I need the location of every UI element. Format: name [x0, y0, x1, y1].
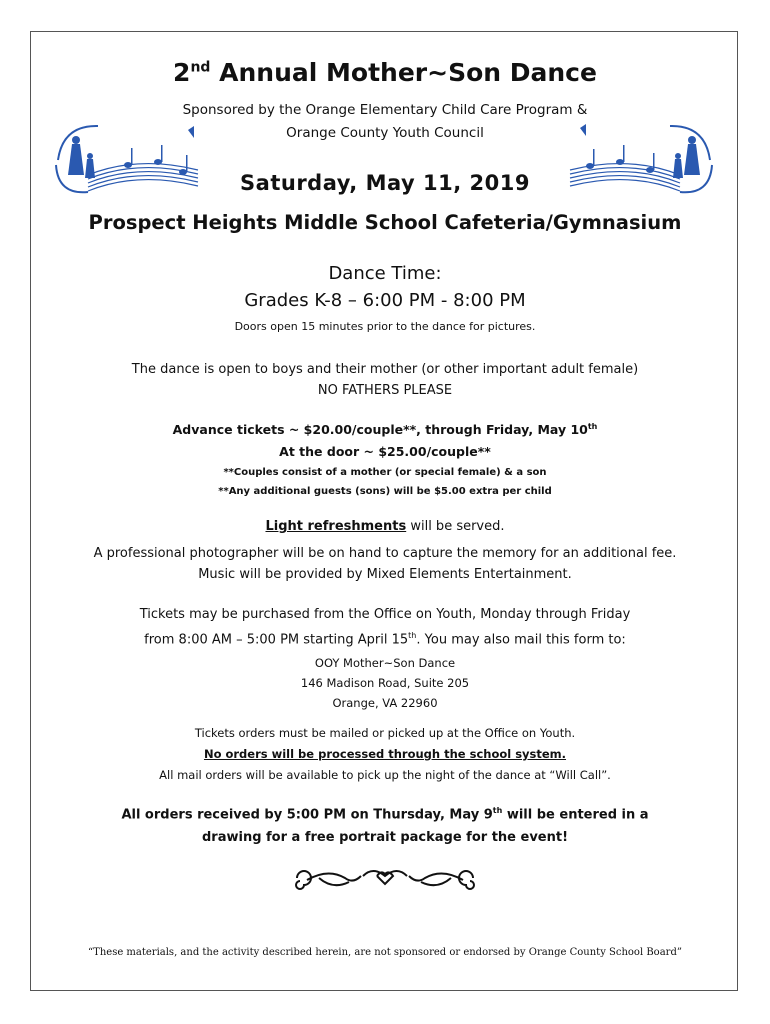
- mail-line-2: [0, 744, 770, 765]
- event-date: Saturday, May 11, 2019: [240, 171, 530, 195]
- sponsor-line-2: Orange County Youth Council: [286, 125, 484, 141]
- advance-tickets: [0, 422, 770, 437]
- eligibility-block: [0, 359, 770, 401]
- eligibility-line-2: NO FATHERS PLEASE: [317, 383, 453, 398]
- purchase-line-2: [0, 625, 770, 650]
- purchase-line-2a: from 8:00 AM – 5:00 PM starting April 15: [144, 632, 409, 648]
- refreshments-link: Light refreshments: [265, 519, 407, 534]
- drawing-line-2: drawing for a free portrait package for the event!: [201, 830, 569, 846]
- music-line: Music will be provided by Mixed Elements Entertainment.: [198, 567, 572, 582]
- drawing-line-1a: All orders received by 5:00 PM on Thursday, May 9: [121, 807, 493, 823]
- mail-line-1: Tickets orders must be mailed or picked up at the Office on Youth.: [194, 726, 576, 740]
- refreshments-rest: will be served.: [406, 519, 505, 534]
- dance-time-label: Dance Time:: [328, 263, 442, 284]
- advance-tickets-sup: th: [587, 422, 598, 431]
- flourish-ornament-icon: [283, 862, 487, 894]
- mail-line-3: All mail orders will be available to pick up the night of the dance at “Will Call”.: [159, 768, 611, 782]
- door-tickets: At the door ~ $25.00/couple**: [279, 444, 491, 459]
- refreshments-line: [0, 519, 770, 534]
- mailing-address: [0, 653, 770, 713]
- event-venue: Prospect Heights Middle School Cafeteria/Gymnasium: [88, 211, 682, 234]
- no-school-orders-note: No orders will be processed through the school system.: [203, 747, 567, 761]
- title-ordinal-suffix: nd: [190, 59, 211, 76]
- purchase-line-2-sup: th: [408, 631, 417, 640]
- sponsor-block: [0, 99, 770, 145]
- couples-note: **Couples consist of a mother (or special female) & a son: [223, 467, 547, 478]
- dance-time-grades: Grades K-8 – 6:00 PM - 8:00 PM: [244, 290, 526, 311]
- title-ordinal: 2: [173, 58, 191, 87]
- drawing-block: [0, 799, 770, 849]
- doors-note: Doors open 15 minutes prior to the dance for pictures.: [234, 320, 536, 333]
- eligibility-line-1: The dance is open to boys and their mother (or other important adult female): [131, 362, 639, 377]
- address-line-1: OOY Mother~Son Dance: [314, 656, 456, 670]
- purchase-block: [0, 604, 770, 650]
- guests-note: **Any additional guests (sons) will be $5.00 extra per child: [218, 486, 552, 497]
- drawing-line-1-sup: th: [492, 806, 503, 815]
- extras-block: [0, 543, 770, 585]
- page-title: [0, 58, 770, 87]
- address-line-2: 146 Madison Road, Suite 205: [300, 676, 470, 690]
- address-line-3: Orange, VA 22960: [332, 696, 438, 710]
- sponsor-line-1: Sponsored by the Orange Elementary Child Care Program &: [182, 102, 588, 118]
- drawing-line-1b: will be entered in a: [502, 807, 649, 823]
- purchase-line-2b: . You may also mail this form to:: [416, 632, 626, 648]
- disclaimer-footer: “These materials, and the activity described herein, are not sponsored or endorsed by Orange County School Board”: [88, 947, 682, 958]
- purchase-line-1: Tickets may be purchased from the Office on Youth, Monday through Friday: [139, 607, 631, 622]
- mail-block: [0, 723, 770, 786]
- photographer-line: A professional photographer will be on hand to capture the memory for an additional fee.: [93, 546, 677, 561]
- drawing-line-1: [0, 799, 770, 826]
- title-text: Annual Mother~Son Dance: [210, 58, 597, 87]
- advance-tickets-text: Advance tickets ~ $20.00/couple**, through Friday, May 10: [172, 422, 588, 438]
